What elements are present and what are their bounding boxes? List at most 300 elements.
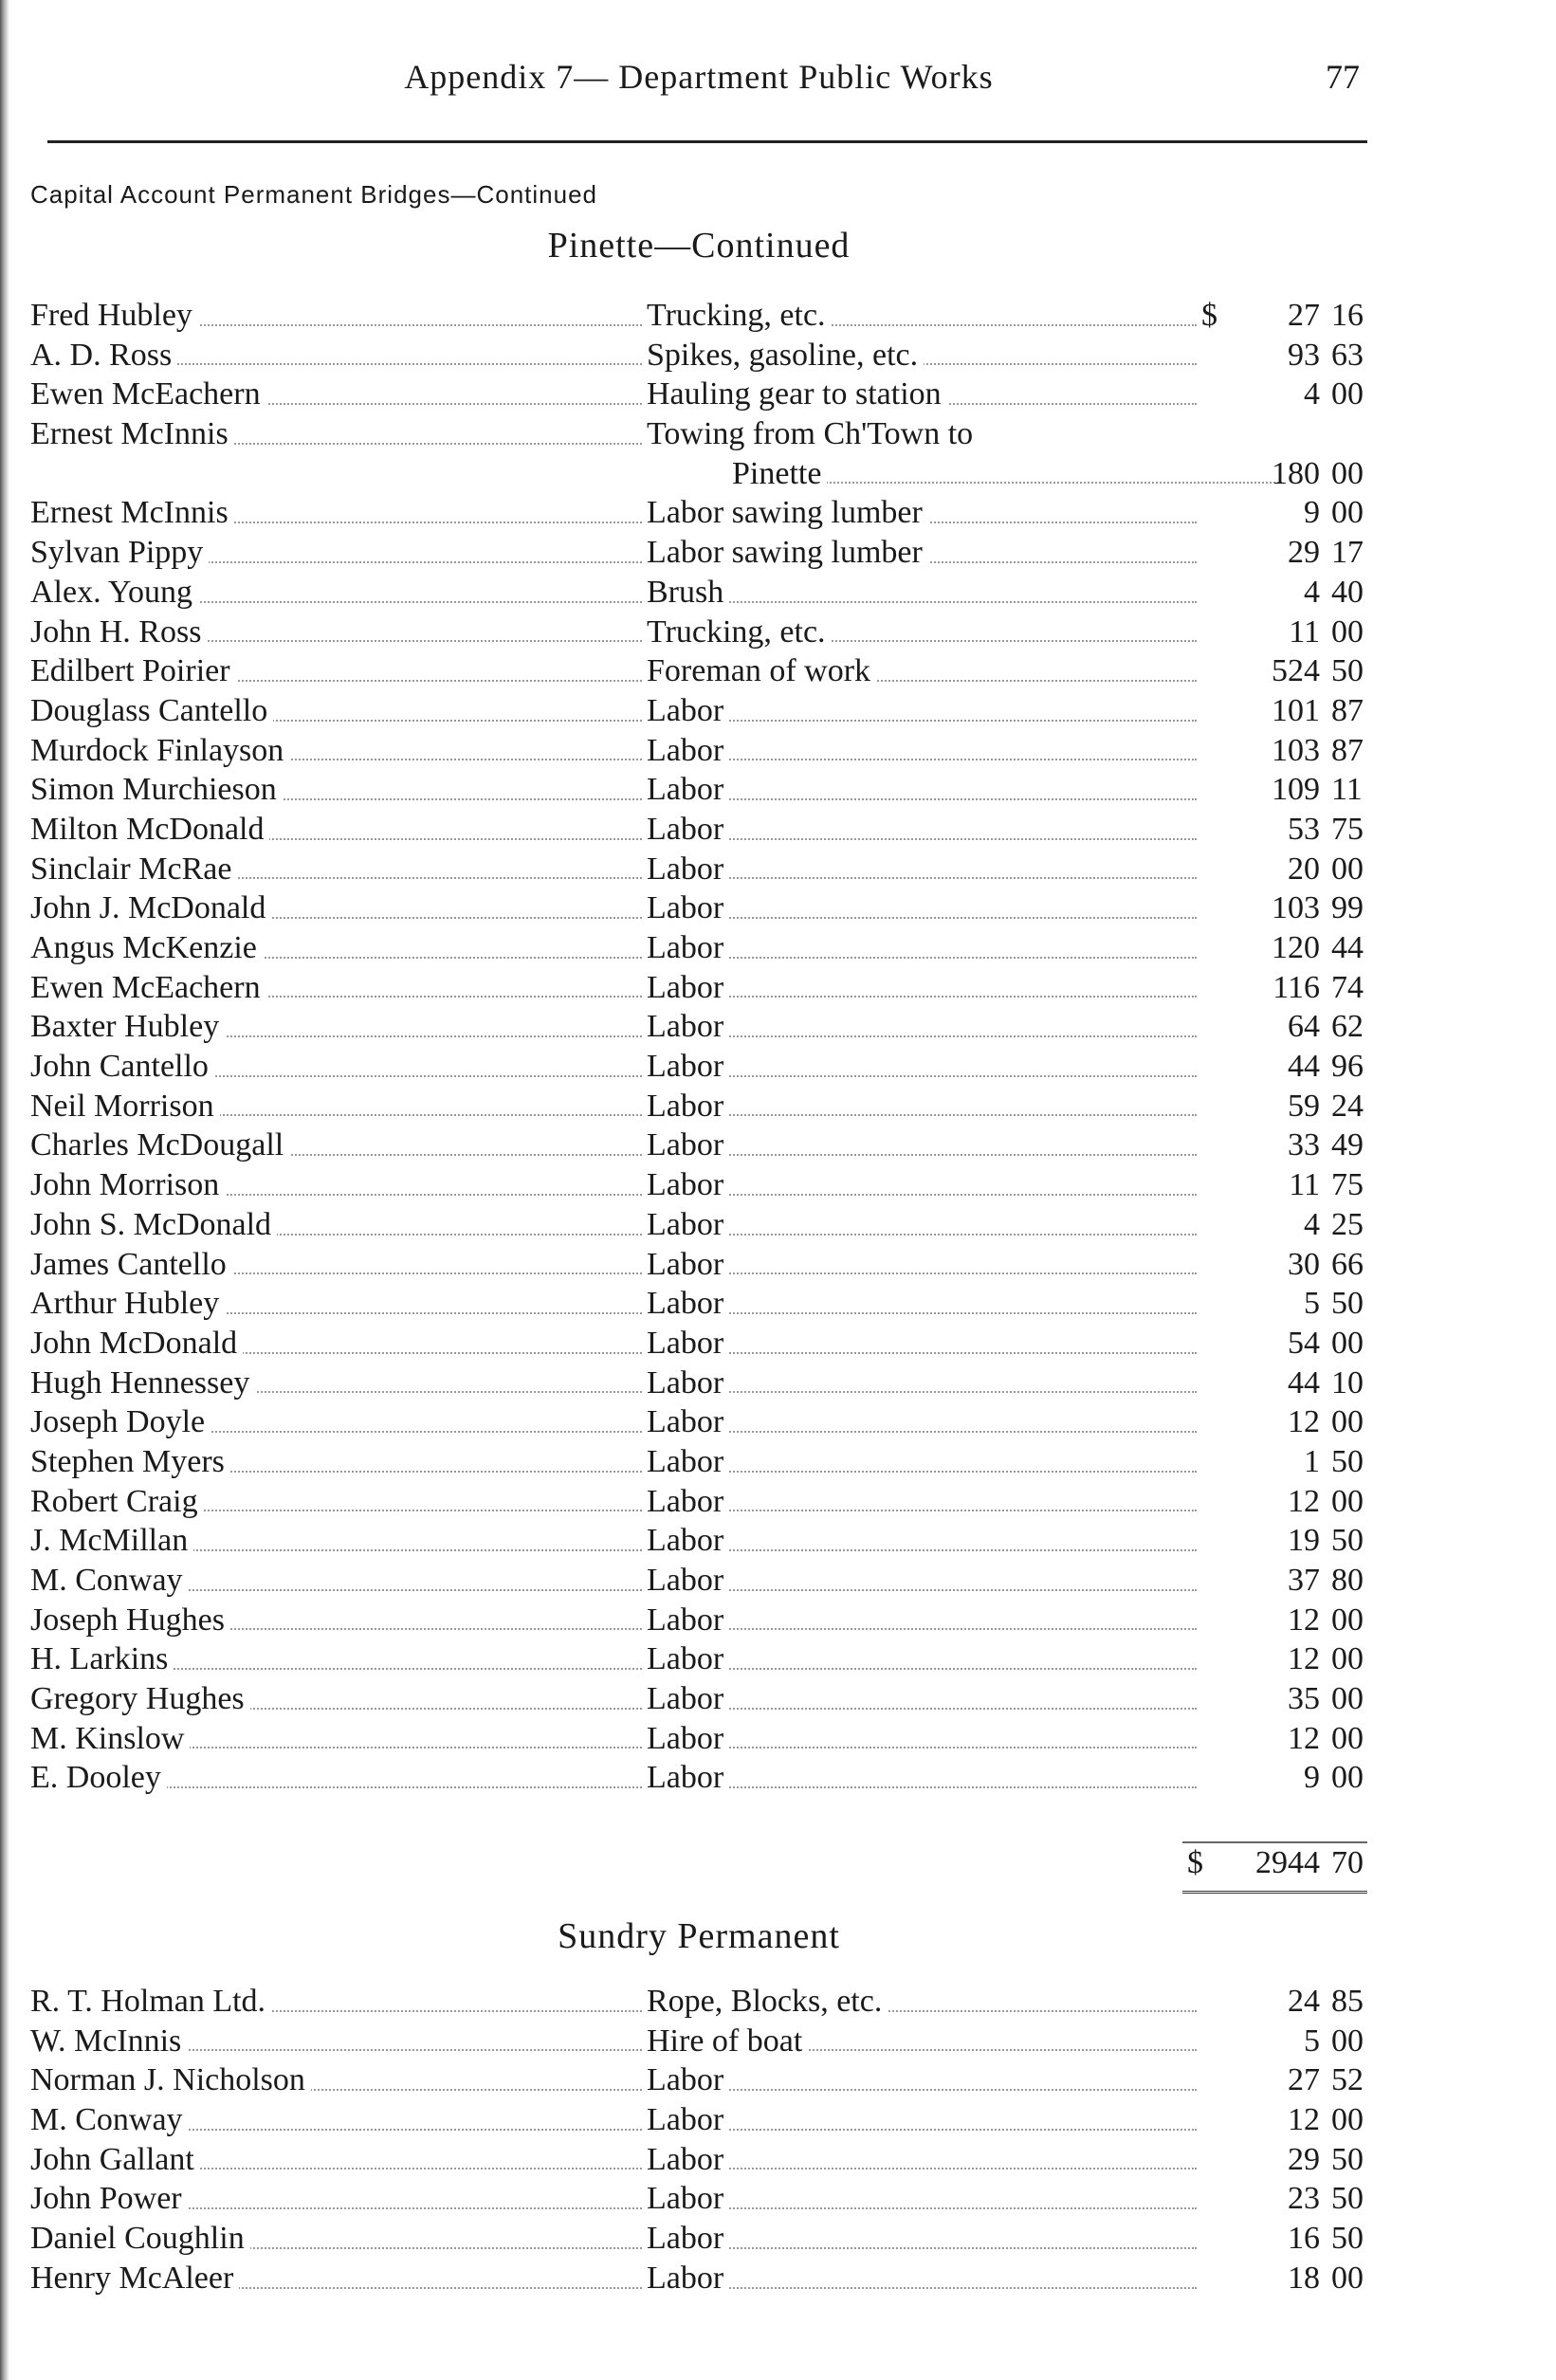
payee-cell: [30, 2259, 642, 2298]
payee-name: Baxter Hubley: [30, 1009, 225, 1044]
dot-leader: [647, 1589, 1197, 1591]
item-description: Labor: [647, 970, 729, 1005]
payee-name: H. Larkins: [30, 1641, 174, 1676]
description-cell: [647, 770, 1197, 810]
item-description: Labor: [647, 1523, 729, 1558]
ledger-row: [30, 810, 1367, 850]
amount-cents: 52: [1331, 2062, 1364, 2098]
payee-cell: [30, 1205, 642, 1245]
payee-cell: [30, 2219, 642, 2259]
payee-cell: [30, 850, 642, 889]
payee-name: Hugh Hennessey: [30, 1365, 255, 1401]
amount-cents: 00: [1331, 1760, 1364, 1796]
page-binding-edge: [0, 0, 9, 2380]
description-cell: [647, 2140, 1197, 2180]
running-head: [30, 57, 1367, 114]
payee-cell: [30, 296, 642, 336]
amount-dollars: 44: [1288, 1364, 1320, 1401]
amount-dollars: 103: [1272, 732, 1320, 768]
amount-cents: 00: [1331, 1404, 1364, 1440]
dot-leader: [647, 2247, 1197, 2249]
amount-dollars: 12: [1288, 1720, 1320, 1756]
ledger-row: [30, 1679, 1367, 1719]
description-cell: [647, 731, 1197, 771]
payee-cell: [30, 968, 642, 1008]
payee-name: Murdock Finlayson: [30, 733, 289, 768]
description-cell: [647, 573, 1197, 613]
payee-cell: [30, 533, 642, 573]
dot-leader: [647, 1312, 1197, 1314]
dot-leader: [647, 1114, 1197, 1116]
item-description: Labor sawing lumber: [647, 495, 928, 530]
dot-leader: [647, 2168, 1197, 2169]
ledger-row: [30, 2219, 1367, 2259]
payee-cell: [30, 1047, 642, 1087]
description-cell: [647, 1442, 1197, 1482]
ledger-row: [30, 2060, 1367, 2100]
dot-leader: [647, 2129, 1197, 2131]
payee-cell: [30, 1639, 642, 1679]
amount-dollars: 109: [1272, 772, 1320, 808]
amount-dollars: 59: [1288, 1088, 1320, 1124]
total-dollars: 2944: [1255, 1845, 1320, 1880]
item-description: Labor: [647, 890, 729, 925]
payee-name: Ernest McInnis: [30, 416, 234, 451]
payee-cell: [30, 1284, 642, 1324]
description-cell: [647, 1324, 1197, 1364]
payee-cell: [30, 928, 642, 968]
description-cell: [647, 2259, 1197, 2298]
amount-dollars: 53: [1288, 811, 1320, 847]
item-description: Labor: [647, 2181, 729, 2216]
item-description: Hire of boat: [647, 2023, 808, 2059]
amount-cents: 16: [1331, 298, 1364, 333]
payee-cell: [30, 1245, 642, 1285]
ledger-row: [30, 1719, 1367, 1759]
amount-cents: 00: [1331, 1325, 1364, 1361]
payee-name: A. D. Ross: [30, 338, 177, 373]
item-description: Labor: [647, 812, 729, 847]
description-cell: [647, 1758, 1197, 1798]
ledger-row: [30, 613, 1367, 652]
description-cell: [647, 336, 1197, 375]
payee-cell: [30, 1482, 642, 1522]
item-description: Labor: [647, 2142, 729, 2177]
payee-name: John McDonald: [30, 1326, 243, 1361]
description-cell: [647, 493, 1197, 533]
payee-name: Charles McDougall: [30, 1127, 289, 1163]
amount-cents: 87: [1331, 732, 1364, 768]
dot-leader: [647, 1747, 1197, 1748]
payee-name: Ernest McInnis: [30, 495, 234, 530]
amount-cents: 00: [1331, 2023, 1364, 2059]
amount-dollars: 30: [1288, 1246, 1320, 1282]
ledger-row: [30, 296, 1367, 336]
description-cell: [647, 810, 1197, 850]
payee-cell: [30, 770, 642, 810]
amount-dollars: 18: [1288, 2260, 1320, 2296]
payee-cell: [30, 1719, 642, 1759]
item-description: Trucking, etc.: [647, 614, 832, 650]
description-cell: [647, 651, 1197, 691]
item-description: Labor: [647, 2102, 729, 2137]
item-description: Labor: [647, 772, 729, 807]
description-cell: [647, 1047, 1197, 1087]
payee-name: John Power: [30, 2181, 188, 2216]
amount-dollars: 12: [1288, 1404, 1320, 1440]
dot-leader: [647, 1035, 1197, 1037]
description-cell: [732, 454, 1282, 494]
item-description: Labor: [647, 2221, 729, 2256]
payee-cell: [30, 1758, 642, 1798]
payee-cell: [30, 375, 642, 414]
amount-dollars: 101: [1272, 692, 1320, 728]
ledger-row: [30, 1982, 1367, 2022]
amount-cents: 00: [1331, 495, 1364, 531]
amount-cents: 66: [1331, 1246, 1364, 1282]
ledger-row: [30, 336, 1367, 375]
ledger-row: [30, 414, 1367, 454]
amount-cents: 85: [1331, 1984, 1364, 2019]
item-description: Labor: [647, 930, 729, 965]
ledger-row: [30, 1442, 1367, 1482]
total-cents: 70: [1331, 1845, 1364, 1880]
dot-leader: [647, 957, 1197, 959]
payee-name: W. McInnis: [30, 2023, 187, 2059]
item-description: Labor: [647, 1760, 729, 1795]
amount-cents: 50: [1331, 653, 1364, 689]
amount-cents: 44: [1331, 930, 1364, 965]
payee-cell: [30, 2140, 642, 2180]
amount-dollars: 12: [1288, 1641, 1320, 1677]
amount-cents: 96: [1331, 1049, 1364, 1085]
dot-leader: [647, 1628, 1197, 1630]
ledger-row: [30, 1521, 1367, 1561]
description-cell: [647, 691, 1197, 731]
amount-cents: 00: [1331, 2102, 1364, 2138]
amount-dollars: 93: [1288, 337, 1320, 373]
payee-cell: [30, 454, 642, 494]
description-cell: [647, 2022, 1197, 2061]
description-cell: [647, 2060, 1197, 2100]
description-cell: [647, 1679, 1197, 1719]
payee-cell: [30, 888, 642, 928]
payee-name: Joseph Doyle: [30, 1404, 211, 1439]
payee-name: James Cantello: [30, 1247, 232, 1282]
payee-name: M. Kinslow: [30, 1721, 190, 1756]
payee-name: Angus McKenzie: [30, 930, 263, 965]
dot-leader: [647, 1708, 1197, 1710]
ledger-row: [30, 1601, 1367, 1640]
item-description: Towing from Ch'Town to: [647, 416, 979, 451]
amount-dollars: 11: [1289, 1167, 1320, 1203]
ledger-row: [30, 1324, 1367, 1364]
item-description: Labor sawing lumber: [647, 535, 928, 570]
amount-dollars: 116: [1272, 969, 1320, 1005]
amount-cents: 49: [1331, 1127, 1364, 1163]
ledger-row: [30, 1245, 1367, 1285]
item-description: Labor: [647, 851, 729, 887]
amount-dollars: 4: [1304, 574, 1320, 610]
ledger-row: [30, 573, 1367, 613]
description-cell: [647, 375, 1197, 414]
description-cell: [647, 533, 1197, 573]
payee-cell: [30, 2060, 642, 2100]
payee-name: Robert Craig: [30, 1484, 204, 1519]
item-description: Labor: [647, 1127, 729, 1163]
description-cell: [647, 296, 1197, 336]
amount-dollars: 54: [1288, 1325, 1320, 1361]
description-cell: [647, 1165, 1197, 1205]
item-description: Labor: [647, 1404, 729, 1439]
payee-name: R. T. Holman Ltd.: [30, 1984, 271, 2019]
amount-cents: 17: [1331, 535, 1364, 571]
document-page: [30, 57, 1367, 2296]
payee-cell: [30, 1521, 642, 1561]
ledger-row: [30, 2140, 1367, 2180]
account-line: Capital Account Permanent Bridges—Continued: [30, 180, 597, 209]
item-description: Labor: [647, 1009, 729, 1044]
amount-dollars: 12: [1288, 1602, 1320, 1638]
dot-leader: [647, 877, 1197, 879]
item-description: Labor: [647, 1326, 729, 1361]
ledger-row: [30, 1126, 1367, 1165]
amount-cents: 99: [1331, 890, 1364, 926]
item-description: Labor: [647, 1207, 729, 1242]
description-cell: [647, 1284, 1197, 1324]
dot-leader: [647, 1668, 1197, 1670]
amount-cents: 00: [1331, 1483, 1364, 1519]
payee-cell: [30, 573, 642, 613]
amount-dollars: 120: [1272, 930, 1320, 965]
ledger-row: [30, 1165, 1367, 1205]
ledger-row: [30, 1007, 1367, 1047]
payee-name: Daniel Coughlin: [30, 2221, 250, 2256]
dot-leader: [647, 1471, 1197, 1473]
section-total: [30, 1845, 1367, 1893]
dot-leader: [647, 1549, 1197, 1551]
header-rule: [47, 140, 1367, 143]
item-description: Labor: [647, 1167, 729, 1202]
item-description: Labor: [647, 1681, 729, 1716]
payee-name: Fred Hubley: [30, 298, 198, 333]
ledger-row: [30, 1087, 1367, 1126]
payee-name: Stephen Myers: [30, 1444, 230, 1479]
dot-leader: [647, 1075, 1197, 1077]
payee-name: John S. McDonald: [30, 1207, 277, 1242]
description-cell: [647, 1719, 1197, 1759]
payee-name: Neil Morrison: [30, 1089, 220, 1124]
payee-cell: [30, 336, 642, 375]
description-cell: [647, 2100, 1197, 2140]
payee-cell: [30, 691, 642, 731]
amount-cents: 50: [1331, 1523, 1364, 1559]
ledger-row: [30, 1639, 1367, 1679]
dot-leader: [647, 1391, 1197, 1393]
dot-leader: [647, 1510, 1197, 1511]
amount-cents: 62: [1331, 1009, 1364, 1045]
dot-leader: [647, 720, 1197, 722]
page-number: 77: [1326, 58, 1360, 96]
amount-cents: 00: [1331, 1641, 1364, 1677]
ledger-row: [30, 1482, 1367, 1522]
amount-dollars: 16: [1288, 2221, 1320, 2257]
dot-leader: [647, 601, 1197, 603]
amount-dollars: 44: [1288, 1049, 1320, 1085]
dollar-sign: $: [1201, 298, 1217, 333]
amount-cents: 50: [1331, 2181, 1364, 2217]
dot-leader: [647, 1352, 1197, 1354]
payee-name: J. McMillan: [30, 1523, 193, 1558]
amount-cents: 50: [1331, 2141, 1364, 2177]
payee-name: John H. Ross: [30, 614, 207, 650]
payee-cell: [30, 2022, 642, 2061]
payee-cell: [30, 1982, 642, 2022]
description-cell: [647, 1561, 1197, 1601]
amount-dollars: 64: [1288, 1009, 1320, 1045]
payee-name: M. Conway: [30, 1563, 189, 1598]
amount-cents: 00: [1331, 455, 1364, 491]
amount-dollars: 27: [1288, 2062, 1320, 2098]
amount-dollars: 24: [1288, 1984, 1320, 2019]
payee-cell: [30, 613, 642, 652]
ledger-row: [30, 968, 1367, 1008]
ledger-row: [30, 1402, 1367, 1442]
item-description: Labor: [647, 1641, 729, 1676]
payee-cell: [30, 1007, 642, 1047]
payee-cell: [30, 1402, 642, 1442]
payee-name: Arthur Hubley: [30, 1286, 225, 1321]
payee-name: John Gallant: [30, 2142, 200, 2177]
amount-dollars: 9: [1304, 1760, 1320, 1796]
amount-cents: 00: [1331, 1602, 1364, 1638]
payee-name: Sylvan Pippy: [30, 535, 209, 570]
payee-cell: [30, 2100, 642, 2140]
item-description: Hauling gear to station: [647, 376, 947, 412]
description-cell: [647, 613, 1197, 652]
amount-cents: 75: [1331, 1167, 1364, 1203]
amount-dollars: 23: [1288, 2181, 1320, 2217]
payee-name: Norman J. Nicholson: [30, 2062, 311, 2097]
dot-leader: [647, 1154, 1197, 1156]
payee-cell: [30, 1679, 642, 1719]
payee-name: Gregory Hughes: [30, 1681, 250, 1716]
amount-cents: 50: [1331, 2221, 1364, 2257]
section-title-sundry: Sundry Permanent: [558, 1916, 840, 1956]
payee-cell: [30, 1126, 642, 1165]
amount-dollars: 4: [1304, 1206, 1320, 1242]
ledger-row: [30, 888, 1367, 928]
amount-dollars: 33: [1288, 1127, 1320, 1163]
amount-dollars: 12: [1288, 1483, 1320, 1519]
amount-dollars: 1: [1304, 1443, 1320, 1479]
item-description: Labor: [647, 1049, 729, 1084]
description-cell: [647, 888, 1197, 928]
item-description: Labor: [647, 733, 729, 768]
amount-cents: 00: [1331, 376, 1364, 412]
ledger-row: [30, 1205, 1367, 1245]
ledger-row: [30, 651, 1367, 691]
item-description: Spikes, gasoline, etc.: [647, 338, 924, 373]
description-cell: [647, 2179, 1197, 2219]
amount-dollars: 35: [1288, 1681, 1320, 1717]
payee-name: Edilbert Poirier: [30, 653, 236, 688]
amount-cents: 40: [1331, 574, 1364, 610]
amount-cents: 50: [1331, 1286, 1364, 1322]
description-cell: [647, 1245, 1197, 1285]
amount-dollars: 103: [1272, 890, 1320, 926]
item-description: Labor: [647, 1602, 729, 1638]
ledger-row: [30, 691, 1367, 731]
description-cell: [647, 1087, 1197, 1126]
amount-cents: 25: [1331, 1206, 1364, 1242]
item-description: Labor: [647, 1484, 729, 1519]
payee-cell: [30, 1324, 642, 1364]
ledger-row: [30, 375, 1367, 414]
ledger-row: [30, 770, 1367, 810]
description-cell: [647, 2219, 1197, 2259]
ledger-row: [30, 1284, 1367, 1324]
amount-dollars: 9: [1304, 495, 1320, 531]
payee-name: John J. McDonald: [30, 890, 271, 925]
amount-cents: 10: [1331, 1364, 1364, 1401]
dot-leader: [647, 1786, 1197, 1788]
payee-name: Henry McAleer: [30, 2261, 239, 2296]
item-description: Labor: [647, 1247, 729, 1282]
amount-cents: 00: [1331, 851, 1364, 887]
payee-cell: [30, 414, 642, 454]
payee-name: [30, 456, 36, 491]
page-title: Appendix 7— Department Public Works: [404, 58, 994, 96]
amount-dollars: 5: [1304, 2023, 1320, 2059]
amount-dollars: 29: [1288, 2141, 1320, 2177]
dot-leader: [647, 2089, 1197, 2091]
ledger-row: [30, 454, 1367, 494]
description-cell: [647, 1521, 1197, 1561]
total-top-rule: [1182, 1841, 1367, 1843]
ledger-row: [30, 2100, 1367, 2140]
payee-cell: [30, 2179, 642, 2219]
amount-cents: 74: [1331, 969, 1364, 1005]
item-description: Labor: [647, 2062, 729, 2097]
payee-name: Ewen McEachern: [30, 376, 266, 412]
description-cell: [647, 1007, 1197, 1047]
ledger-pinette: [30, 296, 1367, 1798]
ledger-row: [30, 2259, 1367, 2298]
amount-cents: 00: [1331, 613, 1364, 650]
dot-leader: [647, 996, 1197, 998]
amount-cents: 75: [1331, 811, 1364, 847]
dot-leader: [647, 838, 1197, 840]
amount-cents: 63: [1331, 337, 1364, 373]
amount-cents: 24: [1331, 1088, 1364, 1124]
total-double-rule: [1182, 1891, 1367, 1894]
total-dollar-sign: $: [1187, 1845, 1203, 1880]
amount-dollars: 29: [1288, 535, 1320, 571]
dot-leader: [647, 1431, 1197, 1433]
payee-name: Sinclair McRae: [30, 851, 237, 887]
amount-dollars: 19: [1288, 1523, 1320, 1559]
dot-leader: [647, 2287, 1197, 2289]
amount-dollars: 12: [1288, 2102, 1320, 2138]
dot-leader: [647, 917, 1197, 919]
payee-cell: [30, 731, 642, 771]
ledger-row: [30, 493, 1367, 533]
description-cell: [647, 1126, 1197, 1165]
amount-cents: 80: [1331, 1563, 1364, 1598]
ledger-row: [30, 928, 1367, 968]
item-description: Foreman of work: [647, 653, 876, 688]
